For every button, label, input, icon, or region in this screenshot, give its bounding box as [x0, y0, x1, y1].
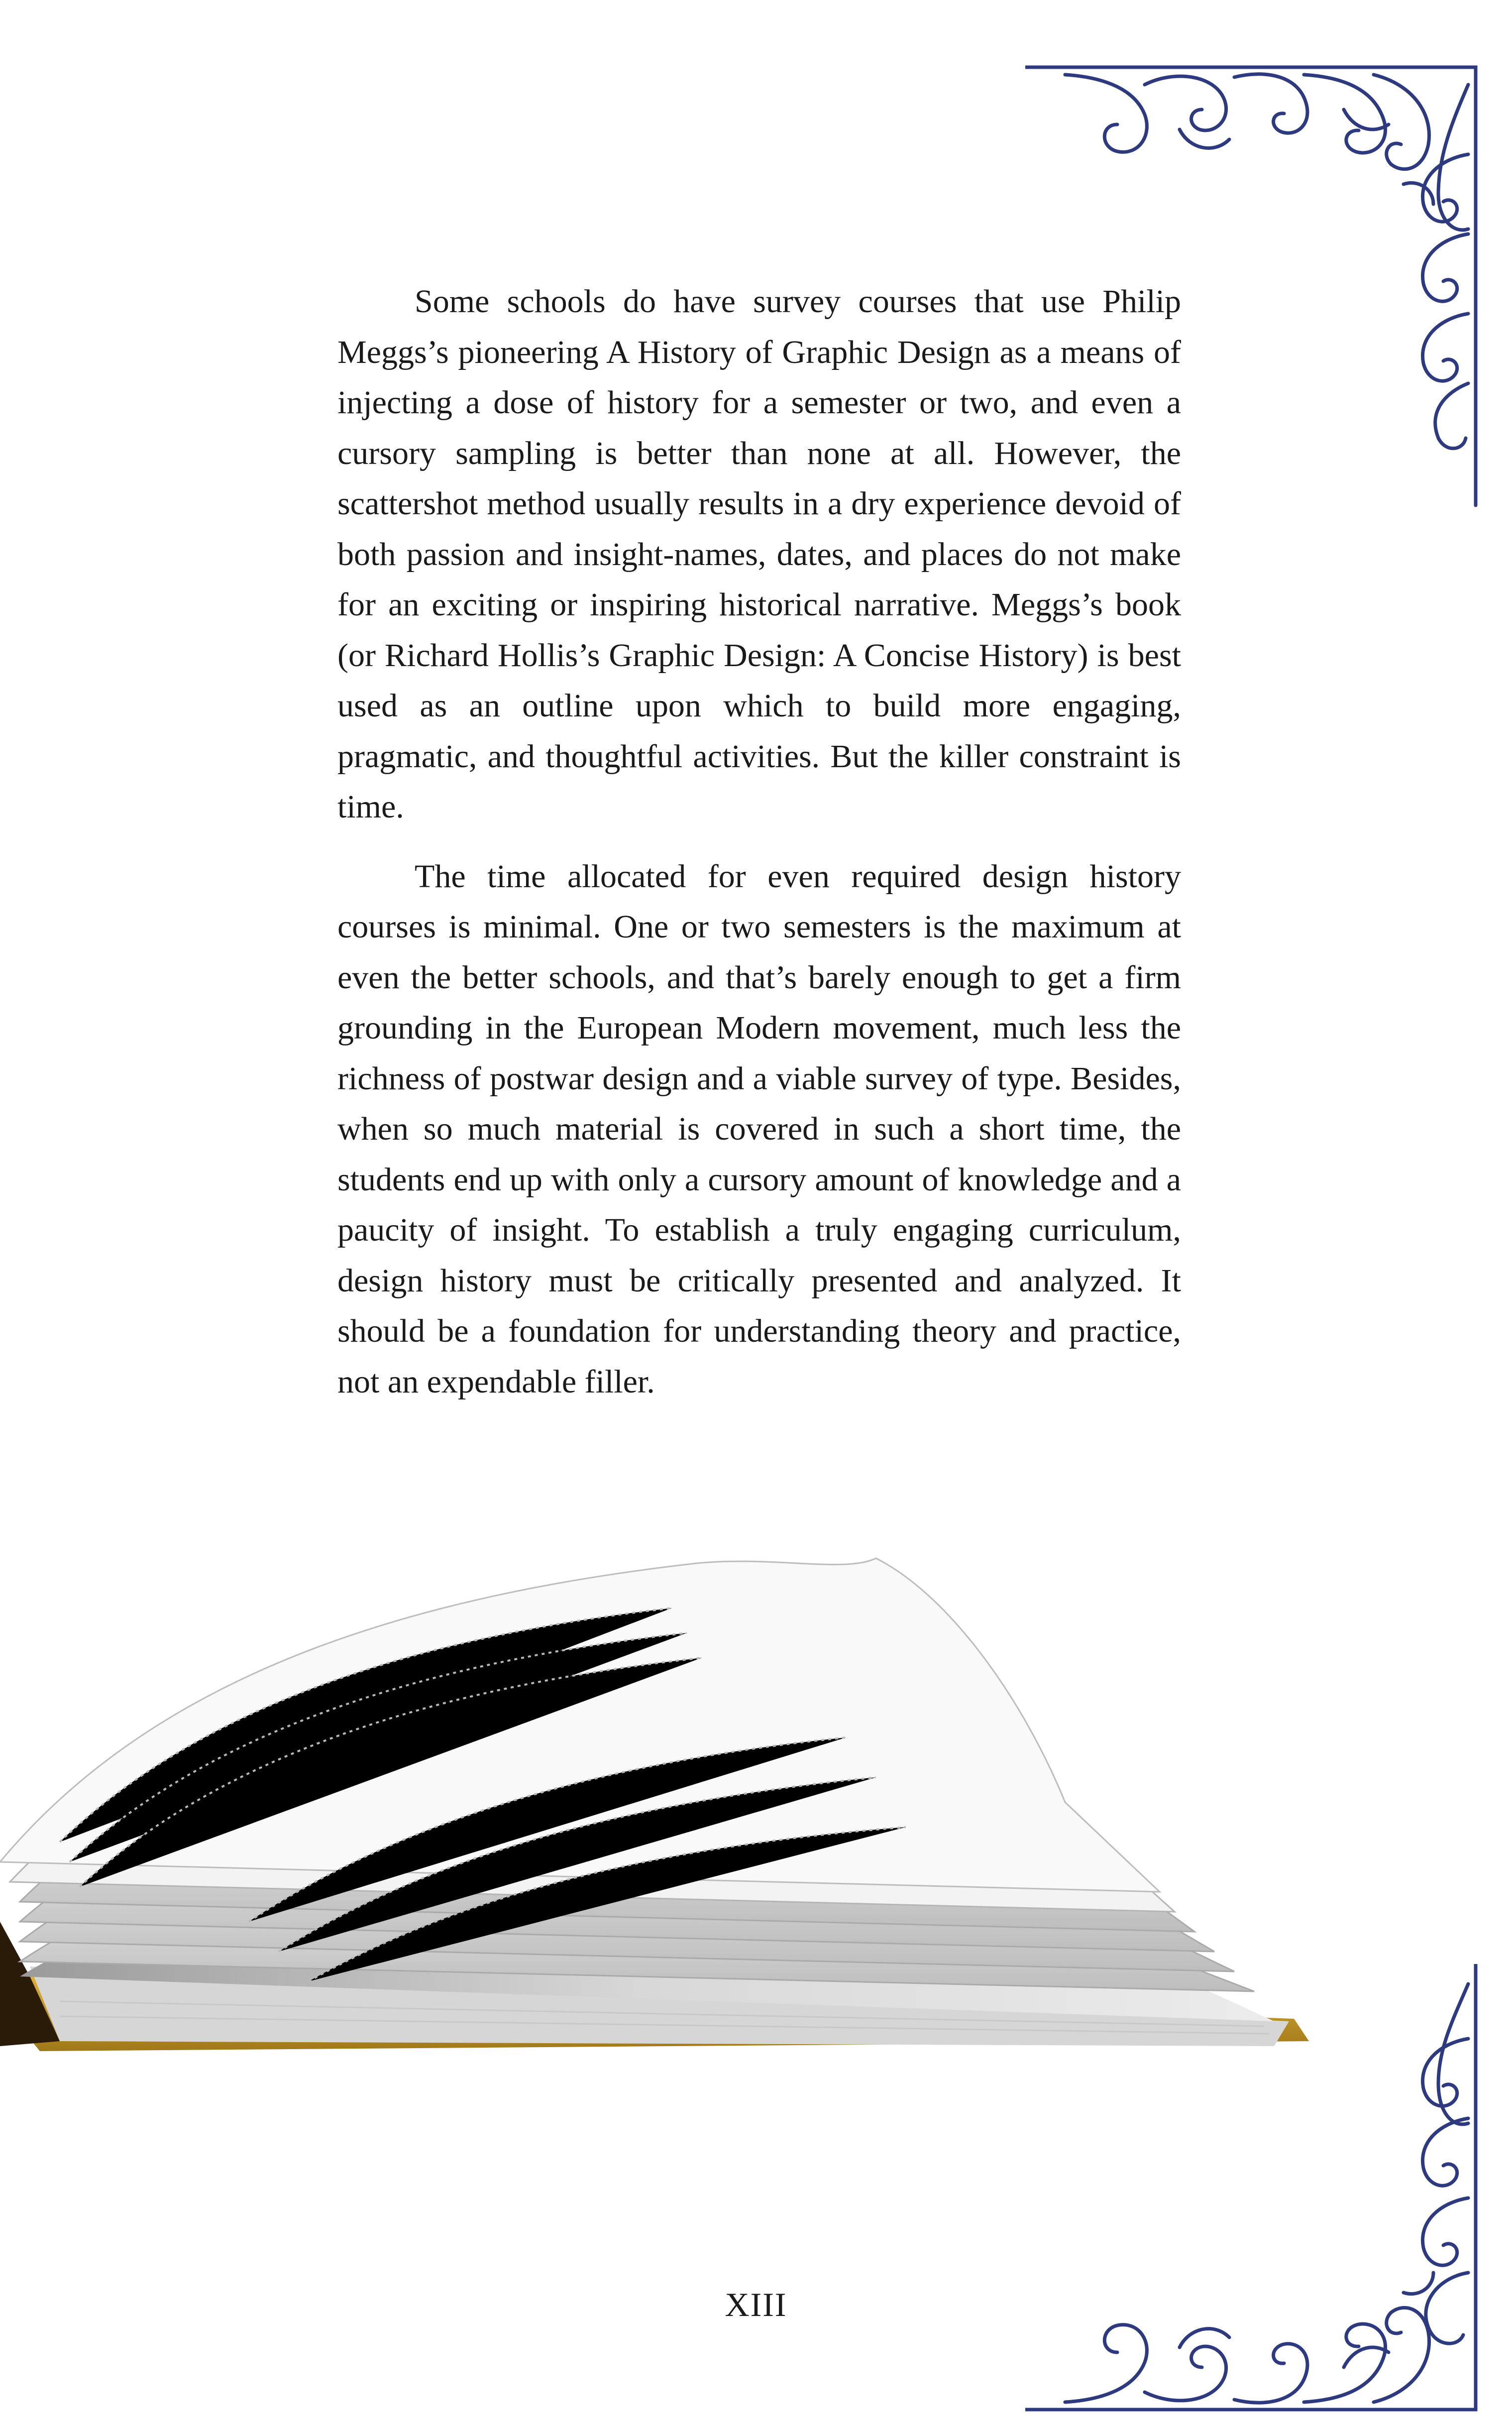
page-number: XIII	[725, 2286, 787, 2323]
body-text	[337, 276, 1181, 1426]
paragraph-2: The time allocated for even required design history courses is minimal. One or two semesters is the maximum at even the better schools, and that’s barely enough to get a firm grounding in the European Modern movement, much less the richness of postwar design and a viable survey of type. Besides, when so much material is covered in such a short time, the students end up with only a cursory amount of knowledge and a paucity of insight. To establish a truly engaging curriculum, design history must be critically presented and analyzed. It should be a foundation for understanding theory and practice, not an expendable filler.	[337, 858, 1181, 1400]
paragraph-1: Some schools do have survey courses that use Philip Meggs’s pioneering A History of Graphic Design as a means of injecting a dose of history for a semester or two, and even a cursory sampling is better than none at all. However, the scattershot method usually results in a dry experience devoid of both passion and insight-names, dates, and places do not make for an exciting or inspiring historical narrative. Meggs’s book (or Richard Hollis’s Graphic Design: A Concise History) is best used as an outline upon which to build more engaging, pragmatic, and thoughtful activities. But the killer constraint is time.	[337, 283, 1181, 825]
bottom-right-corner-ornament-icon	[1025, 1964, 1488, 2422]
